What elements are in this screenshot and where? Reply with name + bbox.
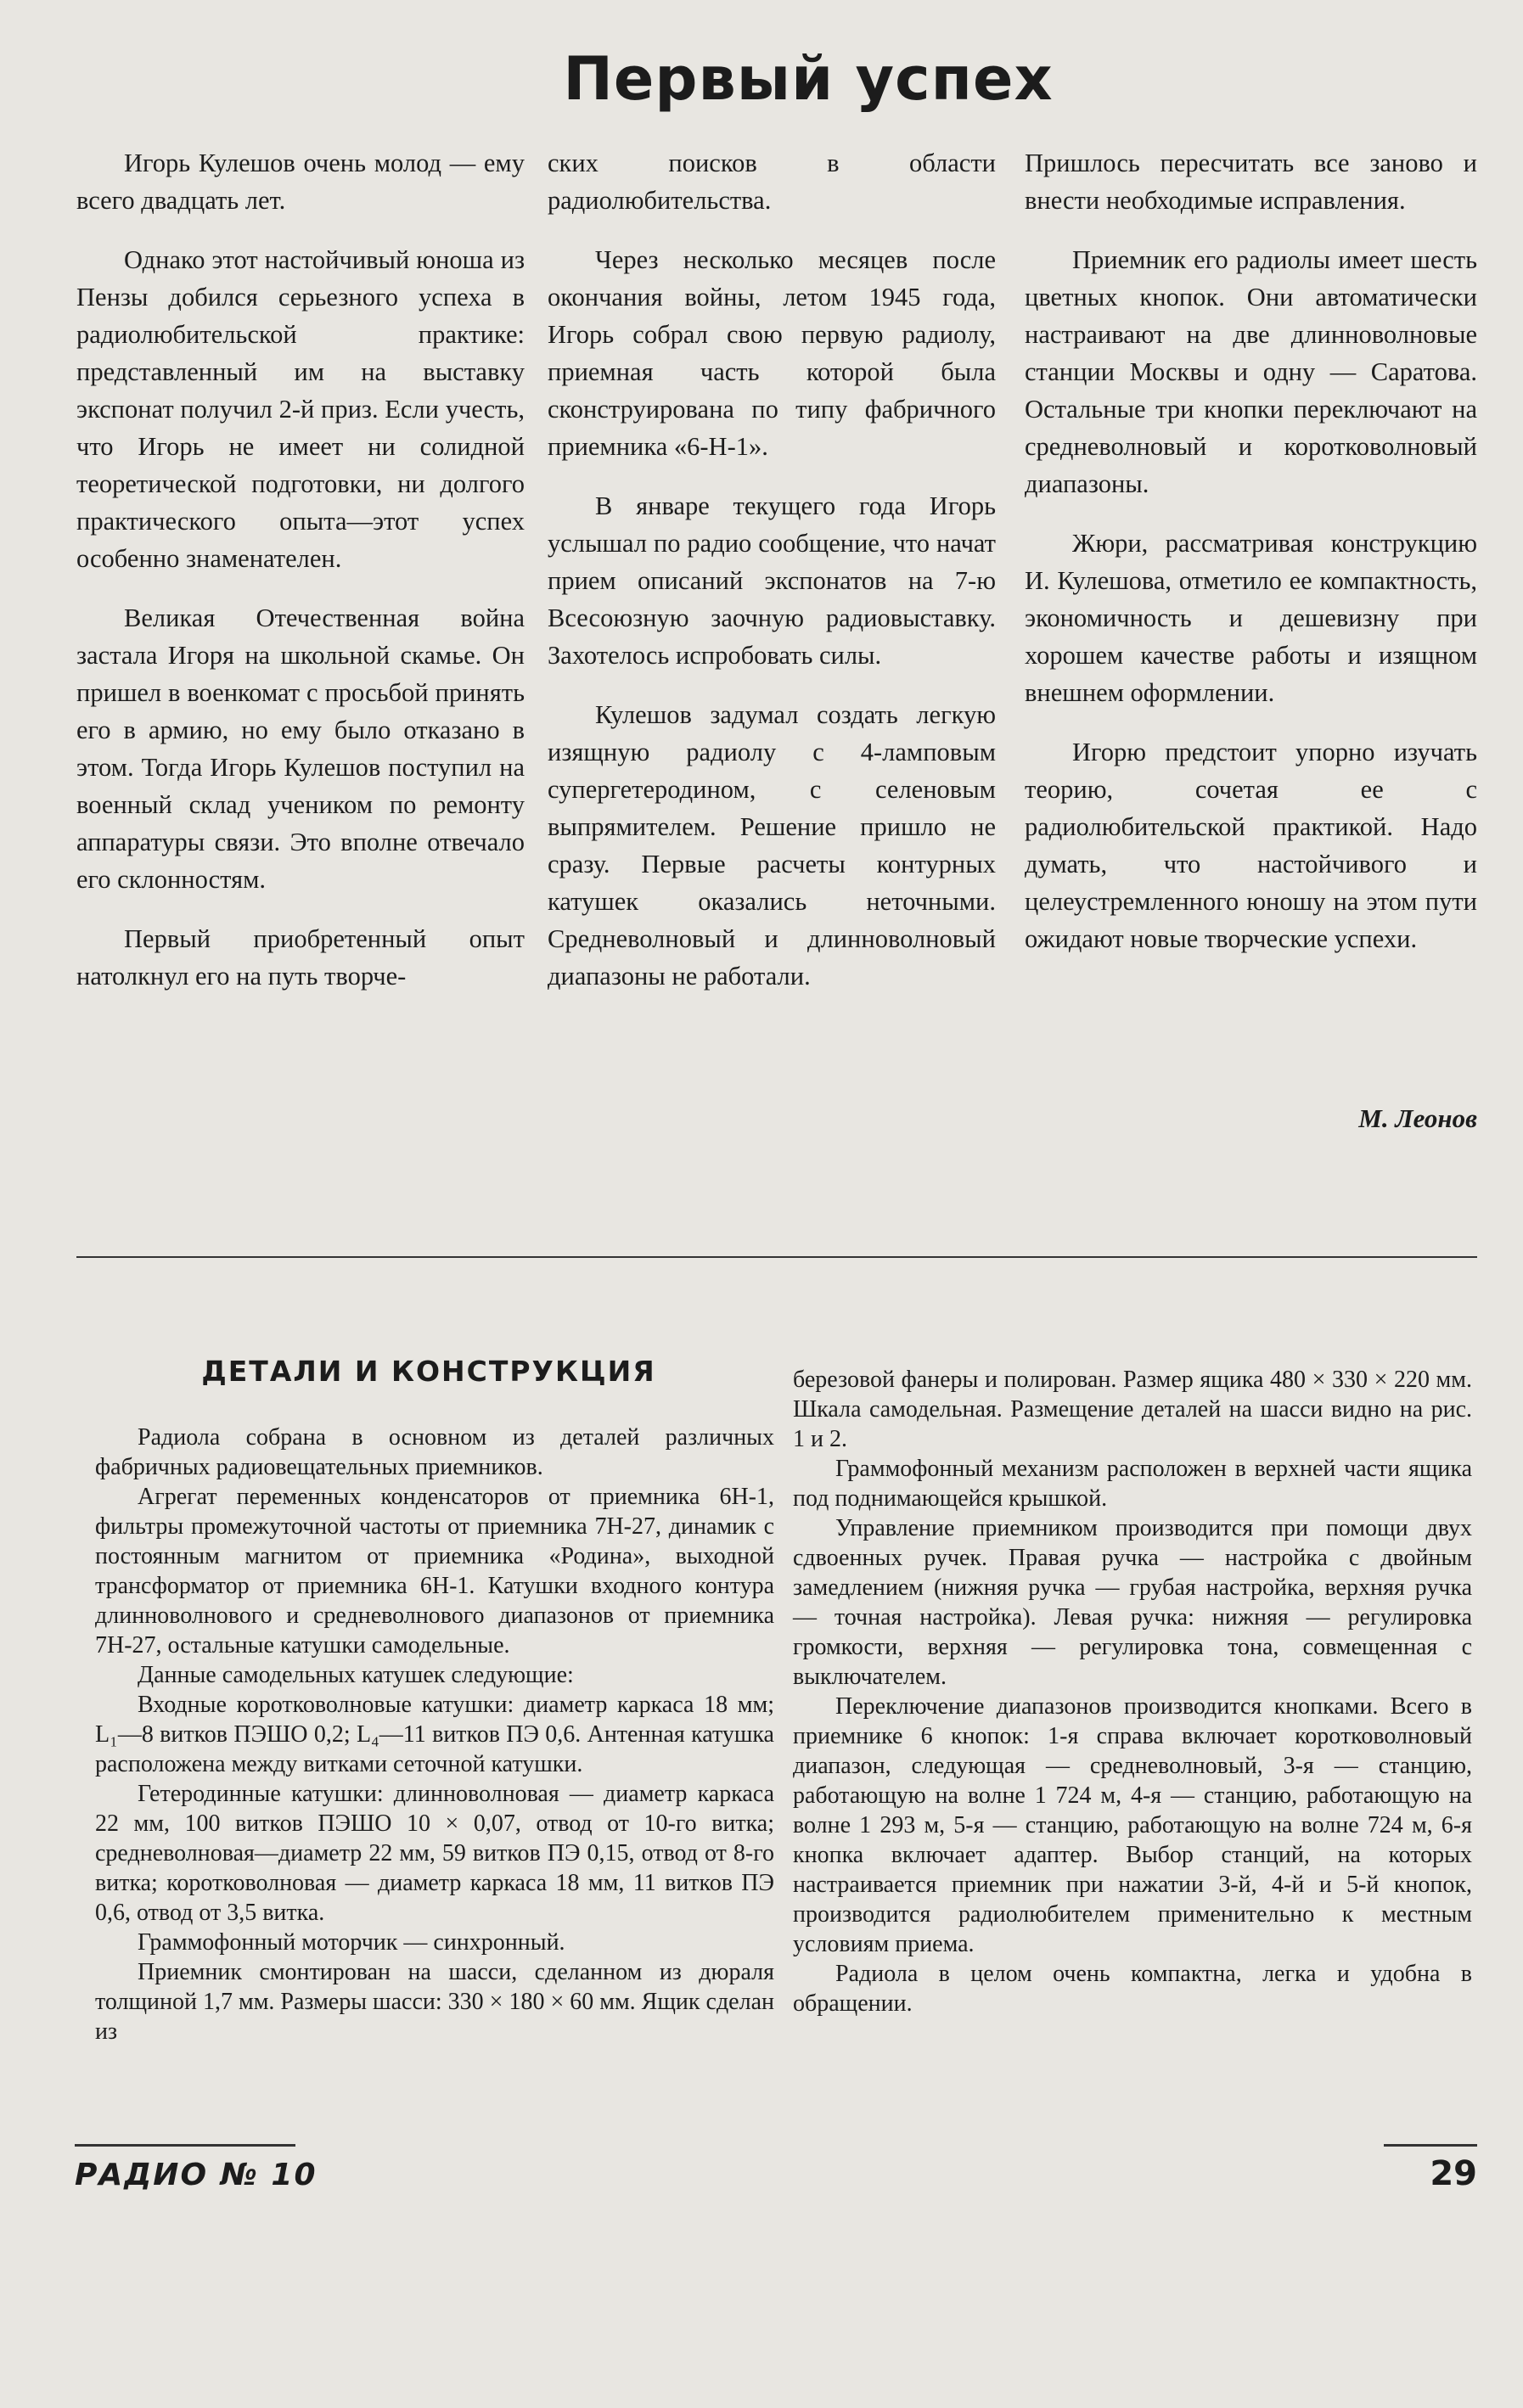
paragraph: В январе текущего года Игорь услышал по радио сообщение, что начат прием описаний экспонатов на 7-ю Всесоюзную заочную радиовыставку. Захотелось испробовать силы.: [548, 491, 996, 670]
paragraph: ских поисков в области радиолюбительства.: [548, 149, 996, 215]
article2-column-2: [793, 1365, 1472, 2018]
paragraph: Великая Отечественная война застала Игоря на школьной скамье. Он пришел в военкомат с просьбой принять его в армию, но ему было отказано в этом. Тогда Игорь Кулешов поступил на военный склад учеником по ремонту аппаратуры связи. Это вполне отвечало его склонностям.: [76, 603, 525, 894]
article1-column-2: [548, 144, 996, 1017]
paragraph: Радиола в целом очень компактна, легка и удобна в обращении.: [793, 1961, 1472, 2017]
footer-rule-right: [1384, 2144, 1477, 2147]
paragraph: Пришлось пересчитать все заново и внести необходимые исправления.: [1025, 149, 1477, 215]
paragraph: Через несколько месяцев после окончания войны, летом 1945 года, Игорь собрал свою первую радиолу, приемная часть которой была сконструирована по типу фабричного приемника «6-Н-1».: [548, 245, 996, 461]
paragraph: Однако этот настойчивый юноша из Пензы добился серьезного успеха в радиолюбительской практике: представленный им на выставку экспонат получил 2-й приз. Если учесть, что Игорь не имеет ни солидной теоретической подготовки, ни долгого практического опыта—этот успех особенно знаменателен.: [76, 245, 525, 573]
paragraph: Приемник его радиолы имеет шесть цветных кнопок. Они автоматически настраивают на две длинноволновые станции Москвы и одну — Саратова. Остальные три кнопки переключают на средневолновый и коротковолновый диапазоны.: [1025, 245, 1477, 498]
paragraph: Жюри, рассматривая конструкцию И. Кулешова, отметило ее компактность, экономичность и дешевизну при хорошем качестве работы и изящном внешнем оформлении.: [1025, 529, 1477, 707]
paragraph: Входные коротковолновые катушки: диаметр каркаса 18 мм; L₁—8 витков ПЭШО 0,2; L₄—11 витков ПЭ 0,6. Антенная катушка расположена между витками сеточной катушки.: [95, 1692, 774, 1777]
footer-rule-left: [75, 2144, 295, 2147]
paragraph: Граммофонный моторчик — синхронный.: [138, 1929, 565, 1956]
paragraph: Данные самодельных катушек следующие:: [138, 1662, 574, 1688]
paragraph: Радиола собрана в основном из деталей различных фабричных радиовещательных приемников.: [95, 1424, 774, 1480]
paragraph: Игорь Кулешов очень молод — ему всего двадцать лет.: [76, 149, 525, 215]
paragraph: Агрегат переменных конденсаторов от приемника 6Н-1, фильтры промежуточной частоты от приемника 7Н-27, динамик с постоянным магнитом от приемника «Родина», выходной трансформатор от приемника 6Н-1. Катушки входного контура длинноволнового и средневолнового диапазонов от приемника 7Н-27, остальные катушки самодельные.: [95, 1484, 774, 1659]
journal-issue: РАДИО № 10: [75, 2158, 318, 2192]
paragraph: березовой фанеры и полирован. Размер ящика 480 × 330 × 220 мм. Шкала самодельная. Размещение деталей на шасси видно на рис. 1 и 2.: [793, 1367, 1472, 1452]
paragraph: Гетеродинные катушки: длинноволновая — диаметр каркаса 22 мм, 100 витков ПЭШО 10 × 0,07, отвод от 10-го витка; средневолновая—диаметр 22 мм, 59 витков ПЭ 0,15, отвод от 8-го витка; коротковолновая — диаметр каркаса 18 мм, 11 витков ПЭ 0,6, отвод от 3,5 витка.: [95, 1781, 774, 1926]
article2-column-1: [95, 1423, 774, 2046]
paragraph: Первый приобретенный опыт натолкнул его на путь творче-: [76, 924, 525, 991]
page-number: 29: [1430, 2154, 1477, 2193]
article1-column-1: [76, 144, 525, 1017]
paragraph: Приемник смонтирован на шасси, сделанном из дюраля толщиной 1,7 мм. Размеры шасси: 330 × 180 × 60 мм. Ящик сделан из: [95, 1959, 774, 2045]
paragraph: Граммофонный механизм расположен в верхней части ящика под поднимающейся крышкой.: [793, 1456, 1472, 1512]
section-divider: [76, 1256, 1477, 1258]
paragraph: Игорю предстоит упорно изучать теорию, сочетая ее с радиолюбительской практикой. Надо думать, что настойчивого и целеустремленного юношу на этом пути ожидают новые творческие успехи.: [1025, 738, 1477, 953]
article-title: Первый успех: [563, 44, 1054, 114]
paragraph: Управление приемником производится при помощи двух сдвоенных ручек. Правая ручка — настройка с двойным замедлением (нижняя ручка — грубая настройка, верхняя ручка — точная настройка). Левая ручка: нижняя — регулировка громкости, верхняя — регулировка тона, совмещенная с выключателем.: [793, 1515, 1472, 1690]
paragraph: Кулешов задумал создать легкую изящную радиолу с 4-ламповым супергетеродином, с селеновым выпрямителем. Решение пришло не сразу. Первые расчеты контурных катушек оказались неточными. Средневолновый и длинноволновый диапазоны не работали.: [548, 700, 996, 991]
paragraph: Переключение диапазонов производится кнопками. Всего в приемнике 6 кнопок: 1-я справа включает коротковолновый диапазон, следующая — средневолновый, 3-я — станцию, работающую на волне 1 724 м, 4-я — станцию, работающую на волне 1 293 м, 5-я — станцию, работающую на волне 724 м, 6-я кнопка включает адаптер. Выбор станций, на которых настраивается приемник при нажатии 3-й, 4-й и 5-й кнопок, производится радиолюбителем применительно к местным условиям приема.: [793, 1693, 1472, 1957]
article1-column-3: [1025, 144, 1477, 979]
section-heading: ДЕТАЛИ И КОНСТРУКЦИЯ: [201, 1355, 656, 1388]
author-signature: М. Леонов: [1358, 1103, 1477, 1133]
